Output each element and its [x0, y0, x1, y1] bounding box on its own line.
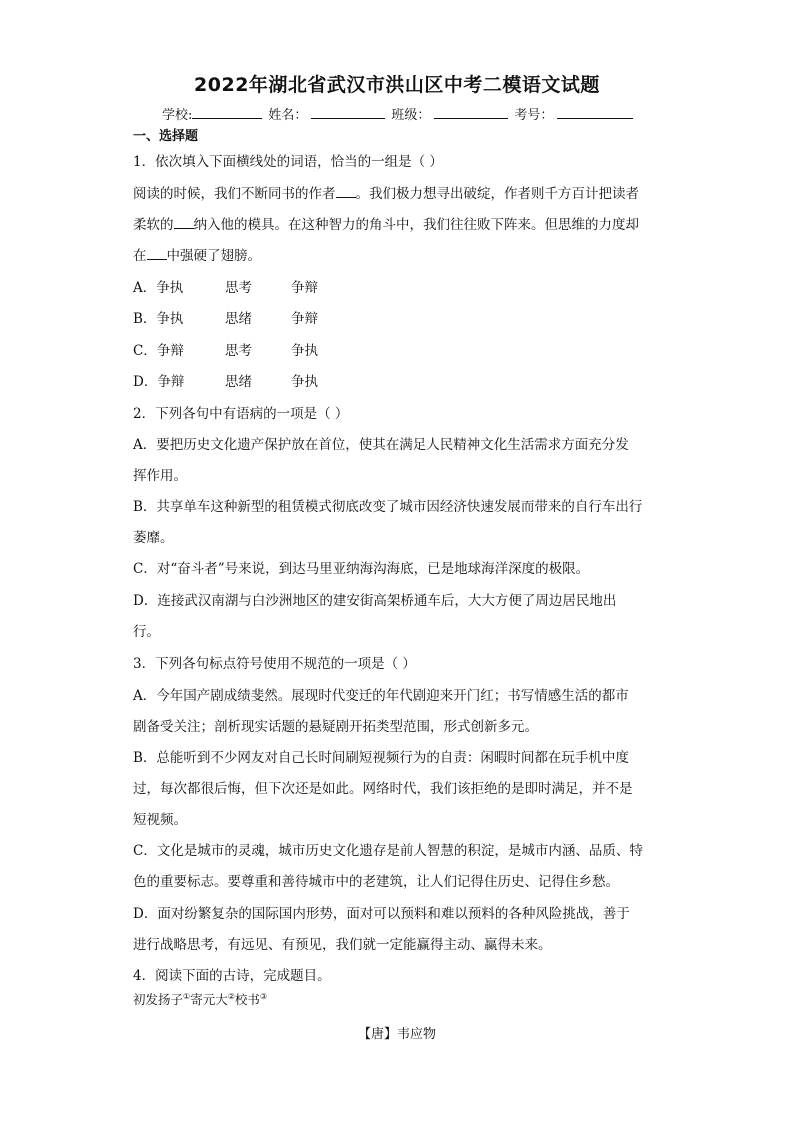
option-word: 争执	[291, 374, 318, 390]
option-word: 争辩	[291, 311, 318, 327]
poem-title-part: 校书	[234, 992, 260, 1007]
option-word: 争执	[291, 343, 318, 359]
q3-option-c[interactable]: C．文化是城市的灵魂，城市历史文化遗存是前人智慧的积淀，是城市内涵、品质、特	[133, 843, 643, 859]
q2-option-d[interactable]: D．连接武汉南湖与白沙洲地区的建安街高架桥通车后，大大方便了周边居民地出	[133, 593, 617, 609]
q2-option-d-cont: 行。	[133, 624, 160, 640]
footnote-marker: ①	[183, 991, 191, 1001]
option-word: 思绪	[225, 311, 252, 327]
option-word: B．争执	[133, 311, 184, 327]
q3-option-d-cont: 进行战略思考，有远见、有预见，我们就一定能赢得主动、赢得未来。	[133, 937, 552, 953]
q1-text: 柔软的	[133, 217, 174, 233]
name-blank[interactable]	[311, 106, 385, 119]
option-word: 思考	[225, 280, 252, 296]
q3-option-a-cont: 剧备受关注；剖析现实话题的悬疑剧开拓类型范围，形式创新多元。	[133, 719, 538, 735]
exam-title: 2022年湖北省武汉市洪山区中考二模语文试题	[194, 74, 600, 96]
option-word: 思考	[225, 343, 252, 359]
q1-text: 在	[133, 248, 147, 264]
q2-option-a-cont: 挥作用。	[133, 468, 187, 484]
q1-passage-line	[133, 182, 639, 202]
q1-blank	[147, 247, 167, 260]
student-info-row	[162, 104, 633, 123]
q3-option-b-cont: 短视频。	[133, 812, 187, 828]
q2-option-c[interactable]: C．对“奋斗者”号来说，到达马里亚纳海沟海底，已是地球海洋深度的极限。	[133, 561, 590, 577]
footnote-marker: ③	[259, 991, 268, 1001]
poem-title-part: 初发扬子	[133, 992, 184, 1007]
q2-stem: 2．下列各句中有语病的一项是（ ）	[133, 406, 349, 422]
q1-option-b[interactable]	[133, 307, 318, 327]
option-word: D．争辩	[133, 374, 185, 390]
q3-option-b[interactable]: B．总能听到不少网友对自己长时间刷短视频行为的自责：闲暇时间都在玩手机中度	[133, 750, 629, 766]
id-blank[interactable]	[557, 106, 633, 119]
school-blank[interactable]	[192, 106, 262, 119]
q1-blank	[336, 185, 356, 198]
class-label: 班级：	[391, 108, 431, 123]
q2-option-b-cont: 萎靡。	[133, 530, 174, 546]
school-label: 学校:	[162, 108, 193, 123]
q1-option-a[interactable]	[133, 276, 318, 296]
q3-stem: 3．下列各句标点符号使用不规范的一项是（ ）	[133, 656, 416, 672]
q1-text: 。我们极力想寻出破绽，作者则千方百计把读者	[355, 186, 639, 202]
id-label: 考号：	[514, 108, 554, 123]
q3-option-a[interactable]: A．今年国产剧成绩斐然。展现时代变迁的年代剧迎来开门红；书写情感生活的都市	[133, 688, 629, 704]
q2-option-b[interactable]: B．共享单车这种新型的租赁模式彻底改变了城市因经济快速发展而带来的自行车出行	[133, 499, 643, 515]
q2-option-a[interactable]: A．要把历史文化遗产保护放在首位，使其在满足人民精神文化生活需求方面充分发	[133, 437, 629, 453]
q1-text: 中强硬了翅膀。	[166, 248, 261, 264]
q1-blank	[174, 216, 194, 229]
q1-passage-line	[133, 213, 639, 233]
poem-title	[133, 990, 267, 1008]
name-label: 姓名：	[268, 108, 308, 123]
q1-text: 阅读的时候，我们不断同书的作者	[133, 186, 336, 202]
q4-stem: 4．阅读下面的古诗，完成题目。	[133, 968, 331, 984]
q1-option-d[interactable]	[133, 370, 318, 390]
option-word: A．争执	[133, 280, 184, 296]
option-word: 思绪	[225, 374, 252, 390]
q3-option-c-cont: 色的重要标志。要尊重和善待城市中的老建筑，让人们记得住历史、记得住乡愁。	[133, 874, 619, 890]
q1-option-c[interactable]	[133, 339, 318, 359]
option-word: 争辩	[291, 280, 318, 296]
footnote-marker: ②	[227, 991, 235, 1001]
q1-passage-line	[133, 244, 261, 264]
q1-stem: 1．依次填入下面横线处的词语，恰当的一组是（ ）	[133, 154, 443, 170]
section-heading: 一、选择题	[133, 129, 199, 144]
q3-option-b-cont: 过，每次都很后悔，但下次还是如此。网络时代，我们该拒绝的是即时满足，并不是	[133, 781, 633, 797]
option-word: C．争辩	[133, 343, 184, 359]
q3-option-d[interactable]: D．面对纷繁复杂的国际国内形势，面对可以预料和难以预料的各种风险挑战，善于	[133, 906, 630, 922]
class-blank[interactable]	[434, 106, 508, 119]
poem-title-part: 寄元大	[190, 992, 228, 1007]
q1-text: 纳入他的模具。在这种智力的角斗中，我们往往败下阵来。但思维的力度却	[193, 217, 639, 233]
poem-author: 【唐】韦应物	[357, 1027, 436, 1042]
